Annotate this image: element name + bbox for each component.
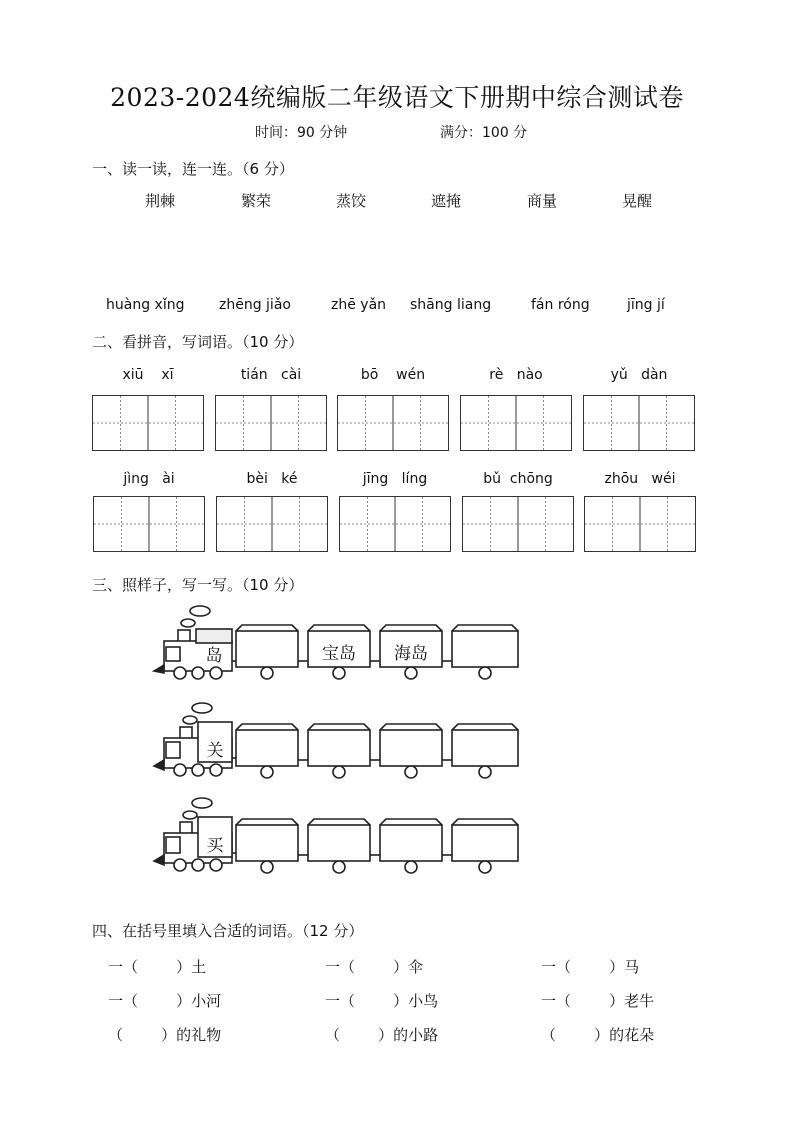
pinyin-prompt: jìng ài bbox=[123, 471, 175, 487]
exam-time: 时间：90 分钟 bbox=[255, 125, 348, 141]
pinyin-prompt: bèi ké bbox=[246, 471, 298, 487]
writing-grid[interactable] bbox=[216, 496, 328, 552]
fill-blank-item[interactable]: （ ）的花朵 bbox=[541, 1026, 655, 1044]
pinyin-prompt: yǔ dàn bbox=[610, 367, 668, 383]
match-pinyin: jīng jí bbox=[627, 297, 665, 313]
section-4-heading: 四、在括号里填入合适的词语。（12 分） bbox=[92, 922, 364, 940]
fill-blank-item[interactable]: 一（ ）土 bbox=[108, 958, 207, 976]
fill-blank-item[interactable]: 一（ ）小河 bbox=[108, 992, 222, 1010]
section-2-heading: 二、看拼音，写词语。（10 分） bbox=[92, 333, 304, 351]
match-pinyin: huàng xǐng bbox=[106, 297, 185, 313]
pinyin-prompt: rè nào bbox=[489, 367, 543, 383]
exam-full-score: 满分：100 分 bbox=[440, 125, 528, 141]
train-diagram bbox=[150, 700, 530, 782]
fill-blank-item[interactable]: 一（ ）马 bbox=[541, 958, 640, 976]
fill-blank-item[interactable]: （ ）的小路 bbox=[325, 1026, 439, 1044]
fill-blank-item[interactable]: （ ）的礼物 bbox=[108, 1026, 222, 1044]
pinyin-prompt: xiū xī bbox=[122, 367, 174, 383]
writing-grid[interactable] bbox=[215, 395, 327, 451]
writing-grid[interactable] bbox=[460, 395, 572, 451]
pinyin-prompt: bō wén bbox=[360, 367, 426, 383]
match-word: 蒸饺 bbox=[335, 192, 366, 210]
writing-grid[interactable] bbox=[584, 496, 696, 552]
train-diagram bbox=[150, 795, 530, 877]
pinyin-prompt: bǔ chōng bbox=[483, 471, 553, 487]
train-car-word: 宝岛 bbox=[322, 644, 356, 664]
writing-grid[interactable] bbox=[337, 395, 449, 451]
section-3-heading: 三、照样子，写一写。（10 分） bbox=[92, 576, 304, 594]
train-car-word: 海岛 bbox=[394, 644, 428, 664]
writing-grid[interactable] bbox=[583, 395, 695, 451]
fill-blank-item[interactable]: 一（ ）小鸟 bbox=[325, 992, 439, 1010]
writing-grid[interactable] bbox=[92, 395, 204, 451]
match-word: 遮掩 bbox=[430, 192, 461, 210]
match-word: 荆棘 bbox=[144, 192, 175, 210]
match-word: 繁荣 bbox=[240, 192, 271, 210]
train-engine-char: 关 bbox=[206, 741, 224, 761]
section-1-heading: 一、读一读，连一连。（6 分） bbox=[92, 160, 294, 178]
match-pinyin: zhē yǎn bbox=[331, 297, 387, 313]
pinyin-prompt: jīng líng bbox=[362, 471, 428, 487]
fill-blank-item[interactable]: 一（ ）老牛 bbox=[541, 992, 655, 1010]
match-word: 晃醒 bbox=[621, 192, 652, 210]
match-pinyin: fán róng bbox=[531, 297, 590, 313]
train-engine-char: 岛 bbox=[205, 646, 223, 666]
writing-grid[interactable] bbox=[339, 496, 451, 552]
match-pinyin: shāng liang bbox=[410, 297, 492, 313]
writing-grid[interactable] bbox=[462, 496, 574, 552]
train-engine-char: 买 bbox=[206, 836, 224, 856]
match-pinyin: zhēng jiǎo bbox=[219, 297, 291, 313]
writing-grid[interactable] bbox=[93, 496, 205, 552]
pinyin-prompt: tián cài bbox=[240, 367, 302, 383]
page-title: 2023-2024统编版二年级语文下册期中综合测试卷 bbox=[110, 83, 684, 112]
match-word: 商量 bbox=[526, 192, 557, 210]
pinyin-prompt: zhōu wéi bbox=[604, 471, 676, 487]
fill-blank-item[interactable]: 一（ ）伞 bbox=[325, 958, 424, 976]
train-diagram bbox=[150, 603, 530, 685]
